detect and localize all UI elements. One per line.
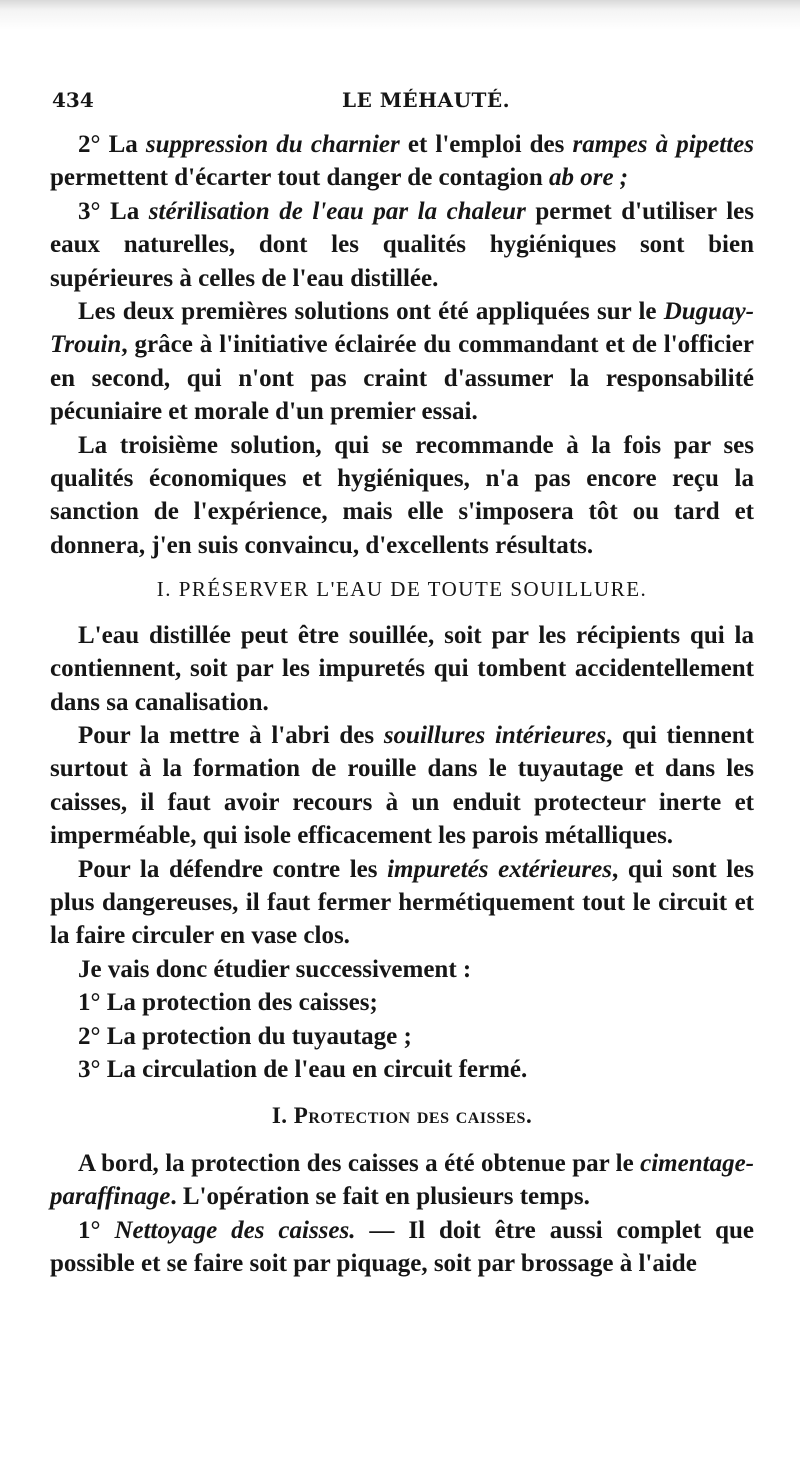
paragraph: L'eau distillée peut être souillée, soit par les récipients qui la contiennent, soit par les impuretés qui tombent accidentellement dans sa canalisation.: [50, 621, 754, 716]
body-text: [50, 128, 754, 1280]
page-header: [52, 88, 752, 118]
paragraph: 1° Nettoyage des caisses. — Il doit être aussi complet que possible et se faire soit par piquage, soit par brossage à l'aide: [50, 1216, 755, 1277]
list-item: 3° La circulation de l'eau en circuit fermé.: [78, 1055, 528, 1083]
page-number: 434: [52, 88, 94, 112]
running-title: LE MÉHAUTÉ.: [342, 88, 511, 112]
paragraph: Je vais donc étudier successivement :: [78, 955, 472, 983]
paragraph: Pour la mettre à l'abri des souillures intérieures, qui tiennent surtout à la formation de rouille dans le tuyautage et dans les caisses, il faut avoir recours à un enduit protecteur inerte et imperméable, qui isole efficacement les parois métalliques.: [50, 721, 754, 850]
paragraph: A bord, la protection des caisses a été obtenue par le cimentage-paraffinage. L'opération se fait en plusieurs temps.: [50, 1149, 754, 1211]
list-item: 1° La protection des caisses;: [78, 989, 378, 1017]
enumeration-list: [50, 986, 754, 1086]
section-heading: I. PRÉSERVER L'EAU DE TOUTE SOUILLURE.: [156, 577, 648, 602]
paragraph: Pour la défendre contre les impuretés extérieures, qui sont les plus dangereuses, il faut fermer hermétiquement tout le circuit et la faire circuler en vase clos.: [50, 855, 755, 950]
list-item: 2° La protection du tuyautage ;: [78, 1022, 412, 1050]
paragraph: 3° La stérilisation de l'eau par la chaleur permet d'utiliser les eaux naturelles, dont les qualités hygiéniques sont bien supérieures à celles de l'eau distillée.: [50, 197, 754, 292]
paragraph: Les deux premières solutions ont été appliquées sur le Duguay-Trouin, grâce à l'initiative éclairée du commandant et de l'officier en second, qui n'ont pas craint d'assumer la responsabilité pécuniaire et morale d'un premier essai.: [50, 298, 754, 426]
paragraph: La troisième solution, qui se recommande à la fois par ses qualités économiques et hygiéniques, n'a pas encore reçu la sanction de l'expérience, mais elle s'imposera tôt ou tard et donnera, j'en suis convaincu, d'excellents résultats.: [50, 431, 754, 559]
paragraph: 2° La suppression du charnier et l'emploi des rampes à pipettes permettent d'écarter tout danger de contagion ab ore ;: [50, 131, 754, 192]
subsection-heading: I. Protection des caisses.: [271, 1103, 533, 1129]
